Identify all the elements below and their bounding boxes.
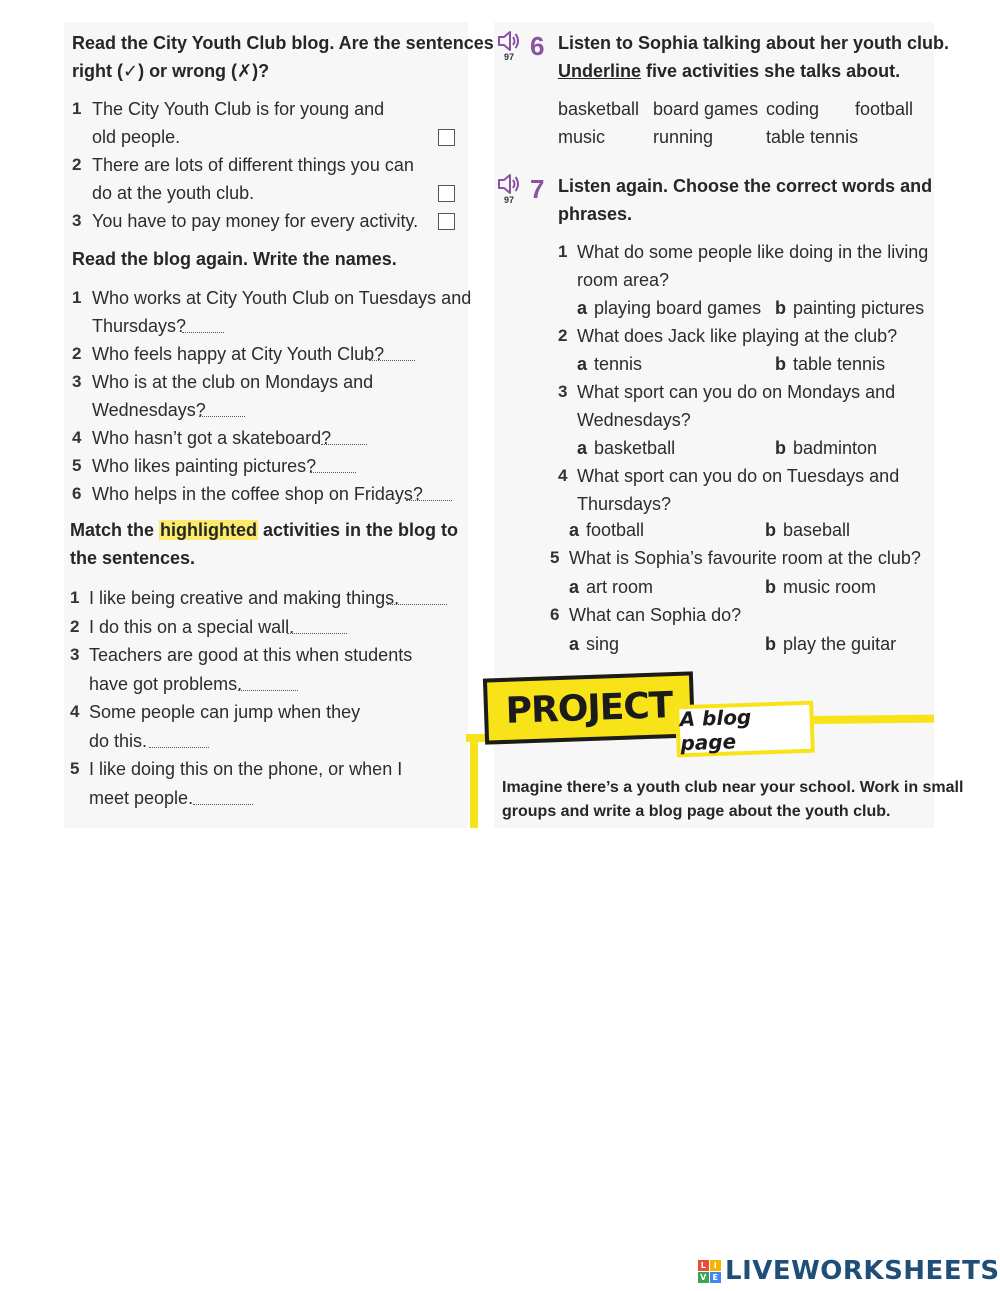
ex7-question-text: What sport can you do on Tuesdays and bbox=[577, 466, 900, 486]
ex-b-item-number: 4 bbox=[72, 428, 82, 447]
ex-c-item-number: 5 bbox=[70, 759, 80, 778]
ex-c-item-text: I like doing this on the phone, or when I bbox=[89, 759, 403, 779]
ex7-question-number: 2 bbox=[558, 326, 568, 345]
option-b[interactable]: b painting pictures bbox=[775, 298, 925, 318]
answer-checkbox[interactable] bbox=[438, 185, 455, 202]
answer-blank[interactable] bbox=[193, 804, 253, 805]
ex7-question-number: 1 bbox=[558, 242, 568, 261]
option-b[interactable]: b table tennis bbox=[775, 354, 886, 374]
ex-b-item-text: Who feels happy at City Youth Club? bbox=[92, 344, 385, 364]
ex-b-item-text: Wednesdays? bbox=[92, 400, 206, 420]
option-b[interactable]: b badminton bbox=[775, 438, 878, 458]
answer-blank[interactable] bbox=[369, 360, 415, 361]
activity-word[interactable]: coding bbox=[766, 99, 820, 119]
ex-b-item-text: Who hasn’t got a skateboard? bbox=[92, 428, 332, 448]
project-label: PROJECT bbox=[483, 671, 695, 744]
project-subtitle: A blog page bbox=[675, 701, 815, 758]
ex-b-item-text: Who is at the club on Mondays and bbox=[92, 372, 374, 392]
ex-a-item-text: The City Youth Club is for young and bbox=[92, 99, 385, 119]
activity-word[interactable]: table tennis bbox=[766, 127, 859, 147]
activity-word[interactable]: football bbox=[855, 99, 914, 119]
answer-blank[interactable] bbox=[310, 472, 356, 473]
ex-a-item-number: 3 bbox=[72, 211, 82, 230]
activity-word[interactable]: music bbox=[558, 127, 606, 147]
ex-b-item-number: 3 bbox=[72, 372, 82, 391]
project-text-line2: groups and write a blog page about the youth club. bbox=[502, 803, 891, 820]
ex-b-item-number: 2 bbox=[72, 344, 82, 363]
ex7-question-text: What does Jack like playing at the club? bbox=[577, 326, 898, 346]
ex-a-item-text: do at the youth club. bbox=[92, 183, 255, 203]
answer-blank[interactable] bbox=[182, 332, 224, 333]
answer-blank[interactable] bbox=[387, 604, 447, 605]
audio-track-number: 97 bbox=[503, 52, 514, 62]
ex-a-item-text: There are lots of different things you can bbox=[92, 155, 414, 175]
option-b[interactable]: b music room bbox=[765, 577, 877, 597]
answer-checkbox[interactable] bbox=[438, 213, 455, 230]
ex-c-item-number: 3 bbox=[70, 645, 80, 664]
ex-a-item-text: old people. bbox=[92, 127, 181, 147]
highlighted-word: highlighted bbox=[160, 520, 257, 540]
ex-a-item-text: You have to pay money for every activity. bbox=[92, 211, 419, 231]
ex7-question-text: Wednesdays? bbox=[577, 410, 691, 430]
ex-b-item-number: 5 bbox=[72, 456, 82, 475]
option-a[interactable]: a sing bbox=[569, 634, 620, 654]
ex7-question-number: 6 bbox=[550, 605, 560, 624]
ex-b-item-text: Thursdays? bbox=[92, 316, 187, 336]
activity-word[interactable]: running bbox=[653, 127, 714, 147]
ex-a-instruction-line2: right (✓) or wrong (✗)? bbox=[72, 61, 270, 81]
ex7-question-text: What is Sophia’s favourite room at the club? bbox=[569, 548, 921, 568]
ex-c-item-number: 4 bbox=[70, 702, 80, 721]
option-a[interactable]: a art room bbox=[569, 577, 654, 597]
ex7-question-text: Thursdays? bbox=[577, 494, 672, 514]
answer-blank[interactable] bbox=[287, 633, 347, 634]
option-a[interactable]: a basketball bbox=[577, 438, 676, 458]
ex7-instruction-line2: phrases. bbox=[558, 204, 633, 224]
ex-c-instruction-line1: Match the highlighted activities in the blog to bbox=[70, 520, 459, 540]
ex-c-item-number: 1 bbox=[70, 588, 80, 607]
ex7-question-number: 5 bbox=[550, 548, 560, 567]
answer-blank[interactable] bbox=[149, 747, 209, 748]
project-yellow-bracket-vertical bbox=[470, 734, 478, 828]
option-a[interactable]: a tennis bbox=[577, 354, 643, 374]
ex-b-instruction: Read the blog again. Write the names. bbox=[72, 249, 397, 269]
ex7-question-number: 3 bbox=[558, 382, 568, 401]
ex-c-item-text: I do this on a special wall. bbox=[89, 617, 295, 637]
ex-a-instruction-line1: Read the City Youth Club blog. Are the sentences bbox=[72, 33, 494, 53]
ex-c-instruction-line2: the sentences. bbox=[70, 548, 196, 568]
ex-c-item-text: Teachers are good at this when students bbox=[89, 645, 413, 665]
ex-b-item-number: 6 bbox=[72, 484, 82, 503]
answer-blank[interactable] bbox=[238, 690, 298, 691]
ex6-instruction-line1: Listen to Sophia talking about her youth club. bbox=[558, 33, 950, 53]
answer-blank[interactable] bbox=[406, 500, 452, 501]
exercise-number: 6 bbox=[530, 31, 545, 61]
option-a[interactable]: a football bbox=[569, 520, 645, 540]
ex-c-item-text: meet people. bbox=[89, 788, 194, 808]
activity-word[interactable]: basketball bbox=[558, 99, 640, 119]
ex-b-item-number: 1 bbox=[72, 288, 82, 307]
answer-blank[interactable] bbox=[321, 444, 367, 445]
brand-logo-icon: L I V E bbox=[698, 1260, 721, 1283]
project-text-line1: Imagine there’s a youth club near your school. Work in small bbox=[502, 779, 964, 796]
ex-a-item-number: 2 bbox=[72, 155, 82, 174]
answer-checkbox[interactable] bbox=[438, 129, 455, 146]
audio-track-number: 97 bbox=[503, 195, 514, 205]
ex-b-item-text: Who helps in the coffee shop on Fridays? bbox=[92, 484, 423, 504]
ex-b-item-text: Who works at City Youth Club on Tuesdays and bbox=[92, 288, 472, 308]
ex7-question-text: What do some people like doing in the living bbox=[577, 242, 929, 262]
ex7-question-text: What sport can you do on Mondays and bbox=[577, 382, 896, 402]
ex-c-item-text: I like being creative and making things. bbox=[89, 588, 400, 608]
ex6-instruction-line2: Underline five activities she talks about. bbox=[558, 61, 901, 81]
ex-c-item-number: 2 bbox=[70, 617, 80, 636]
brand-name: LIVEWORKSHEETS bbox=[725, 1256, 1000, 1286]
ex7-instruction-line1: Listen again. Choose the correct words and bbox=[558, 176, 933, 196]
ex-b-item-text: Who likes painting pictures? bbox=[92, 456, 317, 476]
ex7-question-number: 4 bbox=[558, 466, 568, 485]
ex7-question-text: What can Sophia do? bbox=[569, 605, 742, 625]
answer-blank[interactable] bbox=[199, 416, 245, 417]
activity-word[interactable]: board games bbox=[653, 99, 759, 119]
ex7-question-text: room area? bbox=[577, 270, 670, 290]
ex-a-item-number: 1 bbox=[72, 99, 82, 118]
option-b[interactable]: b baseball bbox=[765, 520, 851, 540]
ex-c-item-text: have got problems. bbox=[89, 674, 243, 694]
exercise-number: 7 bbox=[530, 174, 545, 204]
option-b[interactable]: b play the guitar bbox=[765, 634, 897, 654]
option-a[interactable]: a playing board games bbox=[577, 298, 762, 318]
ex-c-item-text: do this. bbox=[89, 731, 148, 751]
liveworksheets-logo bbox=[698, 1256, 1000, 1286]
ex-c-item-text: Some people can jump when they bbox=[89, 702, 361, 722]
